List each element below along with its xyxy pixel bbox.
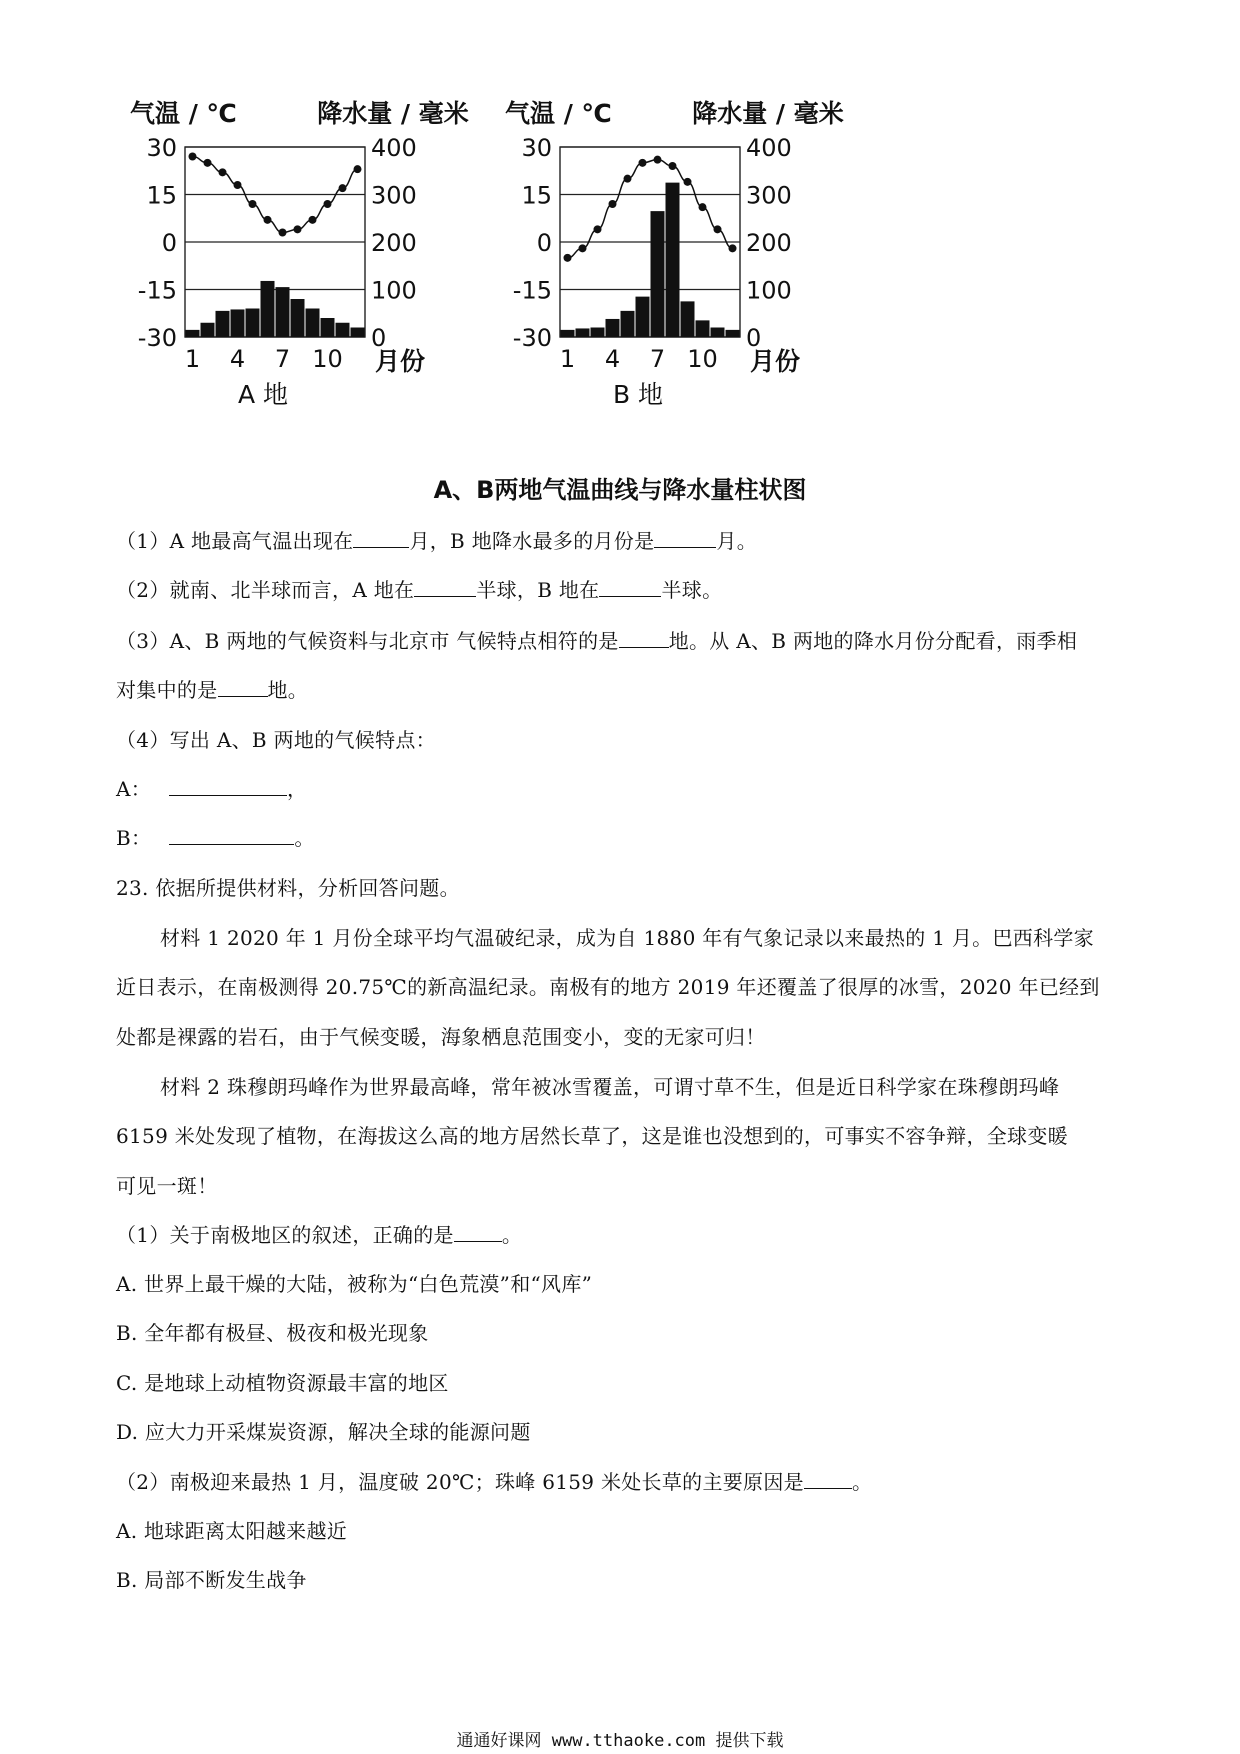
temperature-point [204,159,212,167]
month-tick-label: 1 [184,345,201,373]
temperature-point [639,159,647,167]
answer-blank[interactable] [454,1223,502,1242]
q23-sub2-text: （2）南极迎来最热 1 月，温度破 20℃；珠峰 6159 米处长草的主要原因是 [116,1470,804,1494]
temperature-point [624,175,632,183]
temperature-curve [568,160,733,258]
precipitation-bar [216,311,230,337]
temperature-tick-label: 30 [521,134,552,162]
precipitation-axis-title: 降水量 / 毫米 [692,99,844,128]
precipitation-bar [606,319,620,337]
precipitation-bar [351,328,365,338]
temperature-point [279,229,287,237]
material2-line3: 可见一斑！ [116,1174,218,1198]
q22-answer-b [116,822,1136,851]
precipitation-bar [276,287,290,337]
answer-blank[interactable] [169,826,294,845]
precipitation-bar [696,320,710,337]
answer-blank[interactable] [599,578,661,597]
q23-sub1-option-d[interactable]: D. 应大力开采煤炭资源，解决全球的能源问题 [116,1420,531,1444]
answer-blank[interactable] [414,578,476,597]
precipitation-tick-label: 400 [371,134,417,162]
q22-answer-a [116,773,1136,802]
q22-part1-text-c: 月。 [716,529,758,553]
chart-b-svg [505,100,925,480]
answer-b-label: B： [116,826,152,850]
temperature-point [669,162,677,170]
q22-part1 [116,525,1136,554]
precipitation-tick-label: 100 [746,276,792,305]
precipitation-bar [321,318,335,337]
precipitation-tick-label: 300 [746,181,792,210]
q23-sub1-text: （1）关于南极地区的叙述，正确的是 [116,1223,454,1247]
q22-part2-text-a: （2）就南、北半球而言，A 地在 [116,578,415,602]
temperature-point [354,165,362,173]
chart-a-caption: A 地 [237,380,289,409]
temperature-point [714,225,722,233]
q23-sub1-option-a[interactable]: A. 世界上最干燥的大陆，被称为“白色荒漠”和“风库” [116,1272,593,1296]
temperature-tick-label: 15 [521,181,552,210]
precipitation-bar [561,330,575,337]
month-tick-label: 4 [229,345,246,373]
temperature-tick-label: 0 [536,229,552,257]
precipitation-tick-label: 200 [371,229,417,257]
temperature-point [249,200,257,208]
temperature-point [189,153,197,161]
precipitation-bar [666,183,680,337]
material1-line2: 近日表示，在南极测得 20.75℃的新高温纪录。南极有的地方 2019 年还覆盖了很厚的冰雪，2020 年已经到 [116,975,1100,999]
temperature-tick-label: 15 [146,181,177,210]
answer-blank[interactable] [804,1470,852,1489]
month-axis-label: 月份 [375,347,426,376]
chart-b-caption: B 地 [612,380,664,409]
climate-chart-b [505,100,925,480]
q22-part2 [116,574,1136,603]
answer-blank[interactable] [353,529,409,548]
q23-sub1 [116,1219,1136,1248]
month-tick-label: 4 [604,345,621,373]
temperature-axis-title: 气温 / ℃ [505,99,612,128]
precipitation-bar [231,309,245,337]
answer-blank[interactable] [619,629,669,648]
temperature-point [729,244,737,252]
q22-part1-text-b: 月，B 地降水最多的月份是 [409,529,655,553]
precipitation-bar [681,301,695,337]
temperature-point [579,244,587,252]
temperature-point [219,168,227,176]
precipitation-bar [636,297,650,337]
precipitation-bar [336,323,350,337]
temperature-point [699,203,707,211]
answer-a-label: A： [116,777,152,801]
temperature-tick-label: -15 [137,276,177,305]
temperature-tick-label: 0 [161,229,177,257]
precipitation-bar [726,330,740,337]
temperature-tick-label: 30 [146,134,177,162]
q23-sub1-option-c[interactable]: C. 是地球上动植物资源最丰富的地区 [116,1371,449,1395]
precipitation-bar [246,309,260,338]
temperature-point [234,181,242,189]
answer-blank[interactable] [169,777,287,796]
temperature-point [264,216,272,224]
climate-chart-a [130,100,550,480]
q23-sub2-option-b[interactable]: B. 局部不断发生战争 [116,1568,307,1592]
precipitation-bar [291,299,305,337]
precipitation-bar [261,281,275,337]
q22-part3-line1 [116,625,1136,654]
precipitation-bar [591,328,605,338]
month-tick-label: 10 [687,345,718,373]
temperature-point [564,254,572,262]
precipitation-tick-label: 0 [746,324,762,352]
q22-part2-text-c: 半球。 [661,578,723,602]
q22-part3-text-b: 地。从 A、B 两地的降水月份分配看，雨季相 [668,629,1078,653]
temperature-point [324,200,332,208]
chart-a-svg [130,100,550,480]
month-tick-label: 7 [274,345,291,373]
month-axis-label: 月份 [750,347,801,376]
precipitation-bar [201,323,215,337]
precipitation-bar [621,311,635,337]
q22-part3-text-c: 对集中的是 [116,678,218,702]
q23-sub2-end: 。 [851,1470,873,1494]
answer-blank[interactable] [654,529,716,548]
q23-sub2-option-a[interactable]: A. 地球距离太阳越来越近 [116,1519,348,1543]
q23-sub1-option-b[interactable]: B. 全年都有极昼、极夜和极光现象 [116,1321,429,1345]
temperature-point [684,178,692,186]
temperature-tick-label: -30 [512,324,552,352]
precipitation-tick-label: 400 [746,134,792,162]
temperature-point [654,156,662,164]
q22-part3-text-a: （3）A、B 两地的气候资料与北京市 气候特点相符的是 [116,629,619,653]
month-tick-label: 7 [649,345,666,373]
material1-line1: 材料 1 2020 年 1 月份全球平均气温破纪录，成为自 1880 年有气象记录以来最热的 1 月。巴西科学家 [160,926,1094,950]
q22-part3-text-d: 地。 [267,678,309,702]
q23-sub2 [116,1466,1136,1495]
precipitation-bar [306,309,320,338]
temperature-tick-label: -30 [137,324,177,352]
precipitation-tick-label: 300 [371,181,417,210]
precipitation-tick-label: 200 [746,229,792,257]
temperature-axis-title: 气温 / ℃ [130,99,237,128]
q22-part3-line2 [116,674,1136,703]
temperature-point [294,225,302,233]
q23-stem: 23. 依据所提供材料，分析回答问题。 [116,876,460,900]
answer-a-end: ， [287,777,308,801]
month-tick-label: 1 [559,345,576,373]
precipitation-axis-title: 降水量 / 毫米 [317,99,469,128]
figure-caption: A、B两地气温曲线与降水量柱状图 [433,476,807,504]
temperature-tick-label: -15 [512,276,552,305]
material2-line1: 材料 2 珠穆朗玛峰作为世界最高峰，常年被冰雪覆盖，可谓寸草不生，但是近日科学家在珠穆朗玛峰 [160,1075,1060,1099]
precipitation-tick-label: 0 [371,324,387,352]
answer-blank[interactable] [218,678,268,697]
q22-part2-text-b: 半球，B 地在 [476,578,600,602]
material1-line3: 处都是裸露的岩石，由于气候变暖，海象栖息范围变小，变的无家可归！ [116,1025,766,1049]
page-footer: 通通好课网 www.tthaoke.com 提供下载 [456,1731,784,1751]
precipitation-bar [711,328,725,338]
temperature-point [594,225,602,233]
temperature-point [339,184,347,192]
precipitation-bar [186,330,200,337]
temperature-point [609,200,617,208]
q22-part4: （4）写出 A、B 两地的气候特点： [116,728,436,752]
material2-line2: 6159 米处发现了植物，在海拔这么高的地方居然长草了，这是谁也没想到的，可事实不容争辩，全球变暖 [116,1124,1068,1148]
q22-part1-text-a: （1）A 地最高气温出现在 [116,529,354,553]
temperature-point [309,216,317,224]
precipitation-bar [651,211,665,337]
precipitation-tick-label: 100 [371,276,417,305]
month-tick-label: 10 [312,345,343,373]
answer-b-end: 。 [294,826,315,850]
q23-sub1-end: 。 [501,1223,523,1247]
precipitation-bar [576,328,590,337]
